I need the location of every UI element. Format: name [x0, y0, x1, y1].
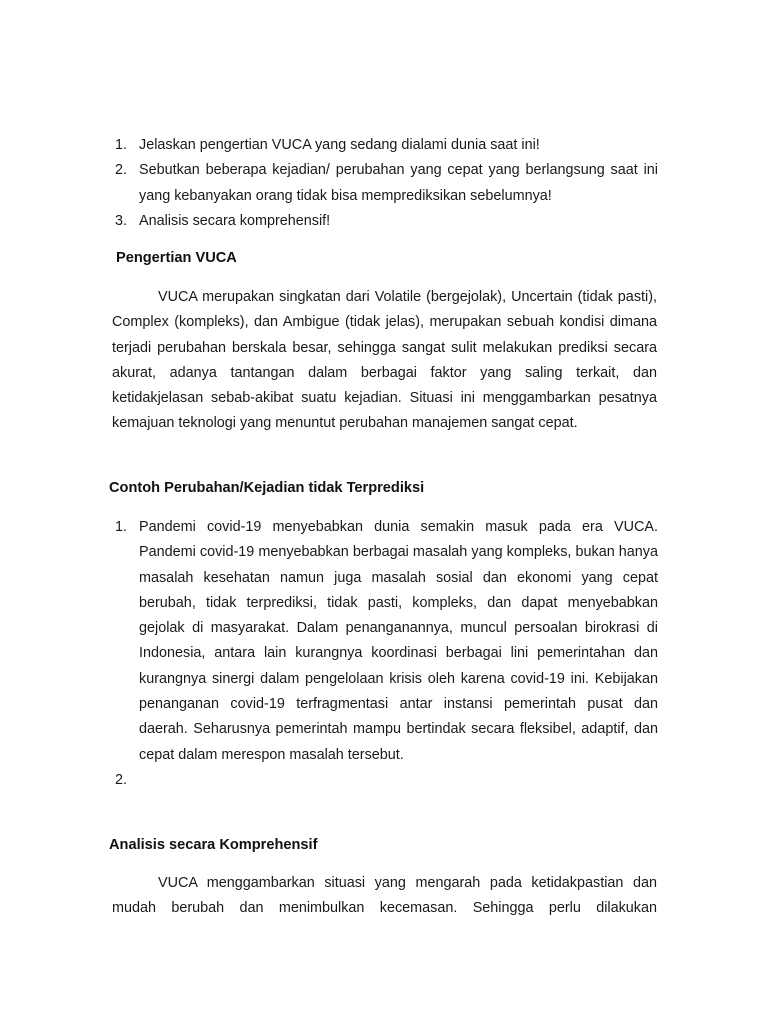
- question-list: [115, 133, 658, 234]
- list-number: 2.: [115, 771, 128, 788]
- list-number: 3.: [115, 212, 128, 229]
- list-number: 2.: [115, 162, 128, 179]
- list-item: [115, 133, 658, 158]
- analysis-paragraph: [112, 871, 657, 922]
- example-text: Pandemi covid-19 menyebabkan dunia semakin masuk pada era VUCA. Pandemi covid-19 menyebabkan berbagai masalah yang kompleks, bukan hanya masalah kesehatan namun juga masalah sosial dan ekonomi yang cepat berubah, tidak terprediksi, tidak pasti, kompleks, dan dapat menyebabkan gejolak di masyarakat. Dalam penanganannya, muncul persoalan birokrasi di Indonesia, antara lain kurangnya koordinasi berbagai lini pemerintahan dan kurangnya sinergi dalam pengelolaan krisis oleh karena covid-19 ini. Kebijakan penanganan covid-19 terfragmentasi antar instansi pemerintah pusat dan daerah. Seharusnya pemerintah mampu bertindak secara fleksibel, adaptif, dan cepat dalam merespon masalah tersebut.: [139, 519, 658, 763]
- list-item: [115, 209, 658, 234]
- section-heading-contoh: Contoh Perubahan/Kejadian tidak Terprediksi: [109, 480, 425, 496]
- list-number: 1.: [115, 137, 128, 153]
- definition-paragraph: VUCA merupakan singkatan dari Volatile (bergejolak), Uncertain (tidak pasti), Complex (kompleks), dan Ambigue (tidak jelas), merupakan sebuah kondisi dimana terjadi perubahan berskala besar, sehingga sangat sulit melakukan prediksi secara akurat, adanya tantangan dalam berbagai faktor yang saling terkait, dan ketidakjelasan sebab-akibat suatu kejadian. Situasi ini menggambarkan pesatnya kemajuan teknologi yang menuntut perubahan manajemen sangat cepat.: [112, 289, 657, 432]
- question-text: Analisis secara komprehensif!: [139, 212, 331, 229]
- list-item: [115, 158, 658, 209]
- question-text: Sebutkan beberapa kejadian/ perubahan yang cepat yang berlangsung saat ini yang kebanyakan orang tidak bisa memprediksikan sebelumnya!: [139, 162, 658, 204]
- question-text: Jelaskan pengertian VUCA yang sedang dialami dunia saat ini!: [139, 137, 540, 153]
- list-item: [115, 515, 658, 768]
- section-heading-analisis: Analisis secara Komprehensif: [109, 837, 318, 853]
- example-list: [115, 515, 658, 788]
- analysis-text: VUCA menggambarkan situasi yang mengarah pada ketidakpastian dan mudah berubah dan menimbulkan kecemasan. Sehingga perlu dilakukan: [112, 875, 657, 917]
- section-heading-pengertian: Pengertian VUCA: [116, 250, 237, 266]
- list-number: 1.: [115, 519, 128, 535]
